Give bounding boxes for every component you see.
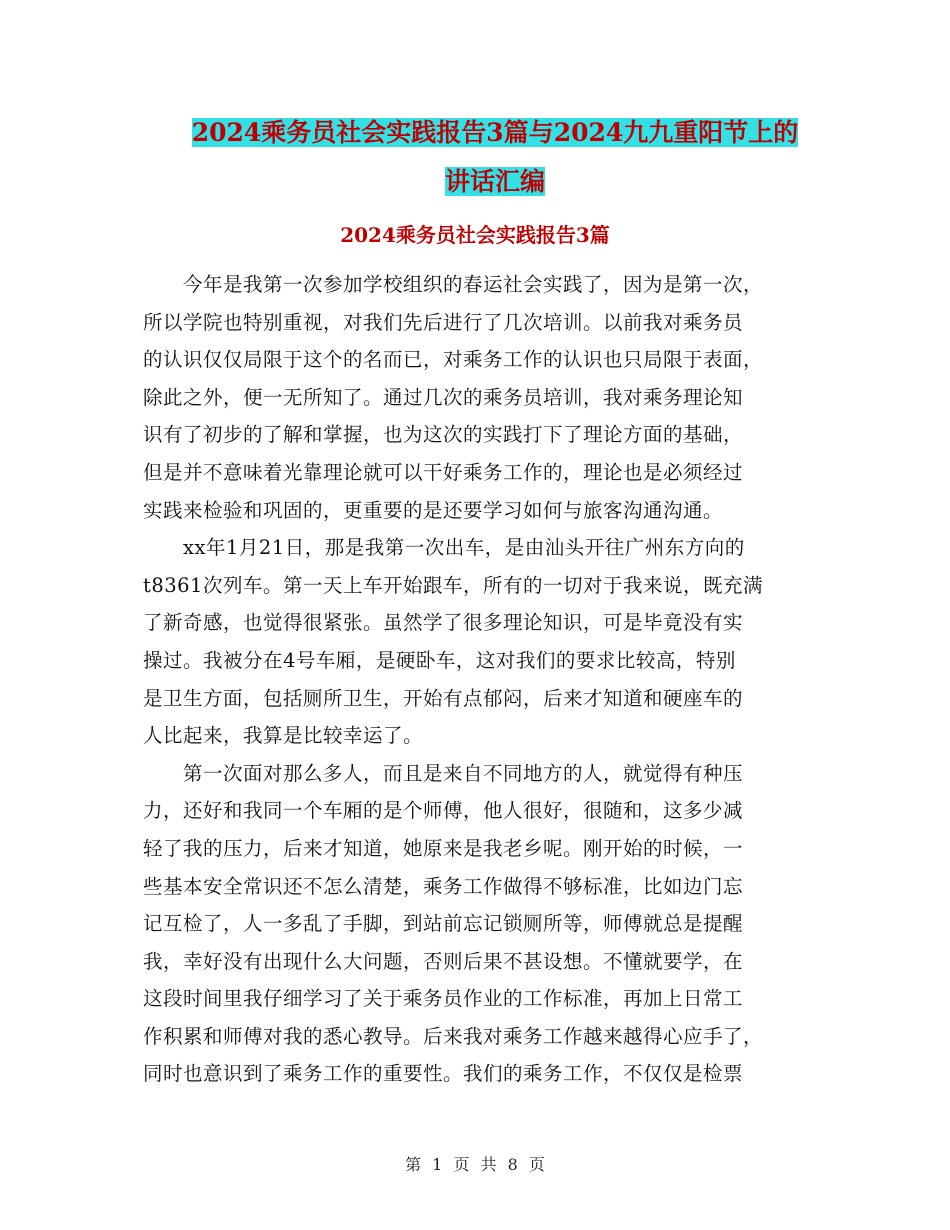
text-line: 作积累和师傅对我的悉心教导。后来我对乘务工作越来越得心应手了， xyxy=(143,1024,764,1048)
document-title-line-1: 2024乘务员社会实践报告3篇与2024九九重阳节上的 xyxy=(191,118,799,147)
document-title-line-2: 讲话汇编 xyxy=(444,167,545,196)
document-title xyxy=(140,108,850,206)
page-footer: 第 1 页 共 8 页 xyxy=(405,1155,545,1174)
text-line: 但是并不意味着光靠理论就可以干好乘务工作的，理论也是必须经过 xyxy=(143,460,744,484)
text-line: 轻了我的压力，后来才知道，她原来是我老乡呢。刚开始的时候，一 xyxy=(143,836,744,860)
text-line: 识有了初步的了解和掌握，也为这次的实践打下了理论方面的基础， xyxy=(143,423,744,447)
paragraph-2 xyxy=(143,529,815,755)
text-line: 些基本安全常识还不怎么清楚，乘务工作做得不够标准，比如边门忘 xyxy=(143,874,744,898)
text-line: 了新奇感，也觉得很紧张。虽然学了很多理论知识，可是毕竟没有实 xyxy=(143,611,744,635)
text-line: 操过。我被分在4号车厢，是硬卧车，这对我们的要求比较高，特别 xyxy=(143,648,736,672)
body-text xyxy=(143,266,815,1093)
section-title: 2024乘务员社会实践报告3篇 xyxy=(340,223,610,247)
text-line: 记互检了，人一多乱了手脚，到站前忘记锁厕所等，师傅就总是提醒 xyxy=(143,912,744,936)
text-line: 第一次面对那么多人，而且是来自不同地方的人，就觉得有种压 xyxy=(143,761,744,785)
text-line: t8361次列车。第一天上车开始跟车，所有的一切对于我来说，既充满 xyxy=(143,573,763,597)
paragraph-1 xyxy=(143,266,815,529)
text-line: 力，还好和我同一个车厢的是个师傅，他人很好，很随和，这多少减 xyxy=(143,799,744,823)
text-line: 的认识仅仅局限于这个的名而已，对乘务工作的认识也只局限于表面， xyxy=(143,348,764,372)
text-line: 除此之外，便一无所知了。通过几次的乘务员培训，我对乘务理论知 xyxy=(143,385,744,409)
text-line: 我，幸好没有出现什么大问题，否则后果不甚设想。不懂就要学，在 xyxy=(143,949,744,973)
text-line: 是卫生方面，包括厕所卫生，开始有点郁闷，后来才知道和硬座车的 xyxy=(143,686,744,710)
text-line: 这段时间里我仔细学习了关于乘务员作业的工作标准，再加上日常工 xyxy=(143,987,744,1011)
text-line: xx年1月21日，那是我第一次出车，是由汕头开往广州东方向的 xyxy=(143,536,745,560)
paragraph-3 xyxy=(143,755,815,1093)
text-line: 实践来检验和巩固的，更重要的是还要学习如何与旅客沟通沟通。 xyxy=(143,498,724,522)
text-line: 同时也意识到了乘务工作的重要性。我们的乘务工作，不仅仅是检票 xyxy=(143,1062,744,1086)
text-line: 人比起来，我算是比较幸运了。 xyxy=(143,724,424,748)
text-line: 今年是我第一次参加学校组织的春运社会实践了，因为是第一次， xyxy=(143,273,764,296)
text-line: 所以学院也特别重视，对我们先后进行了几次培训。以前我对乘务员 xyxy=(143,310,744,334)
